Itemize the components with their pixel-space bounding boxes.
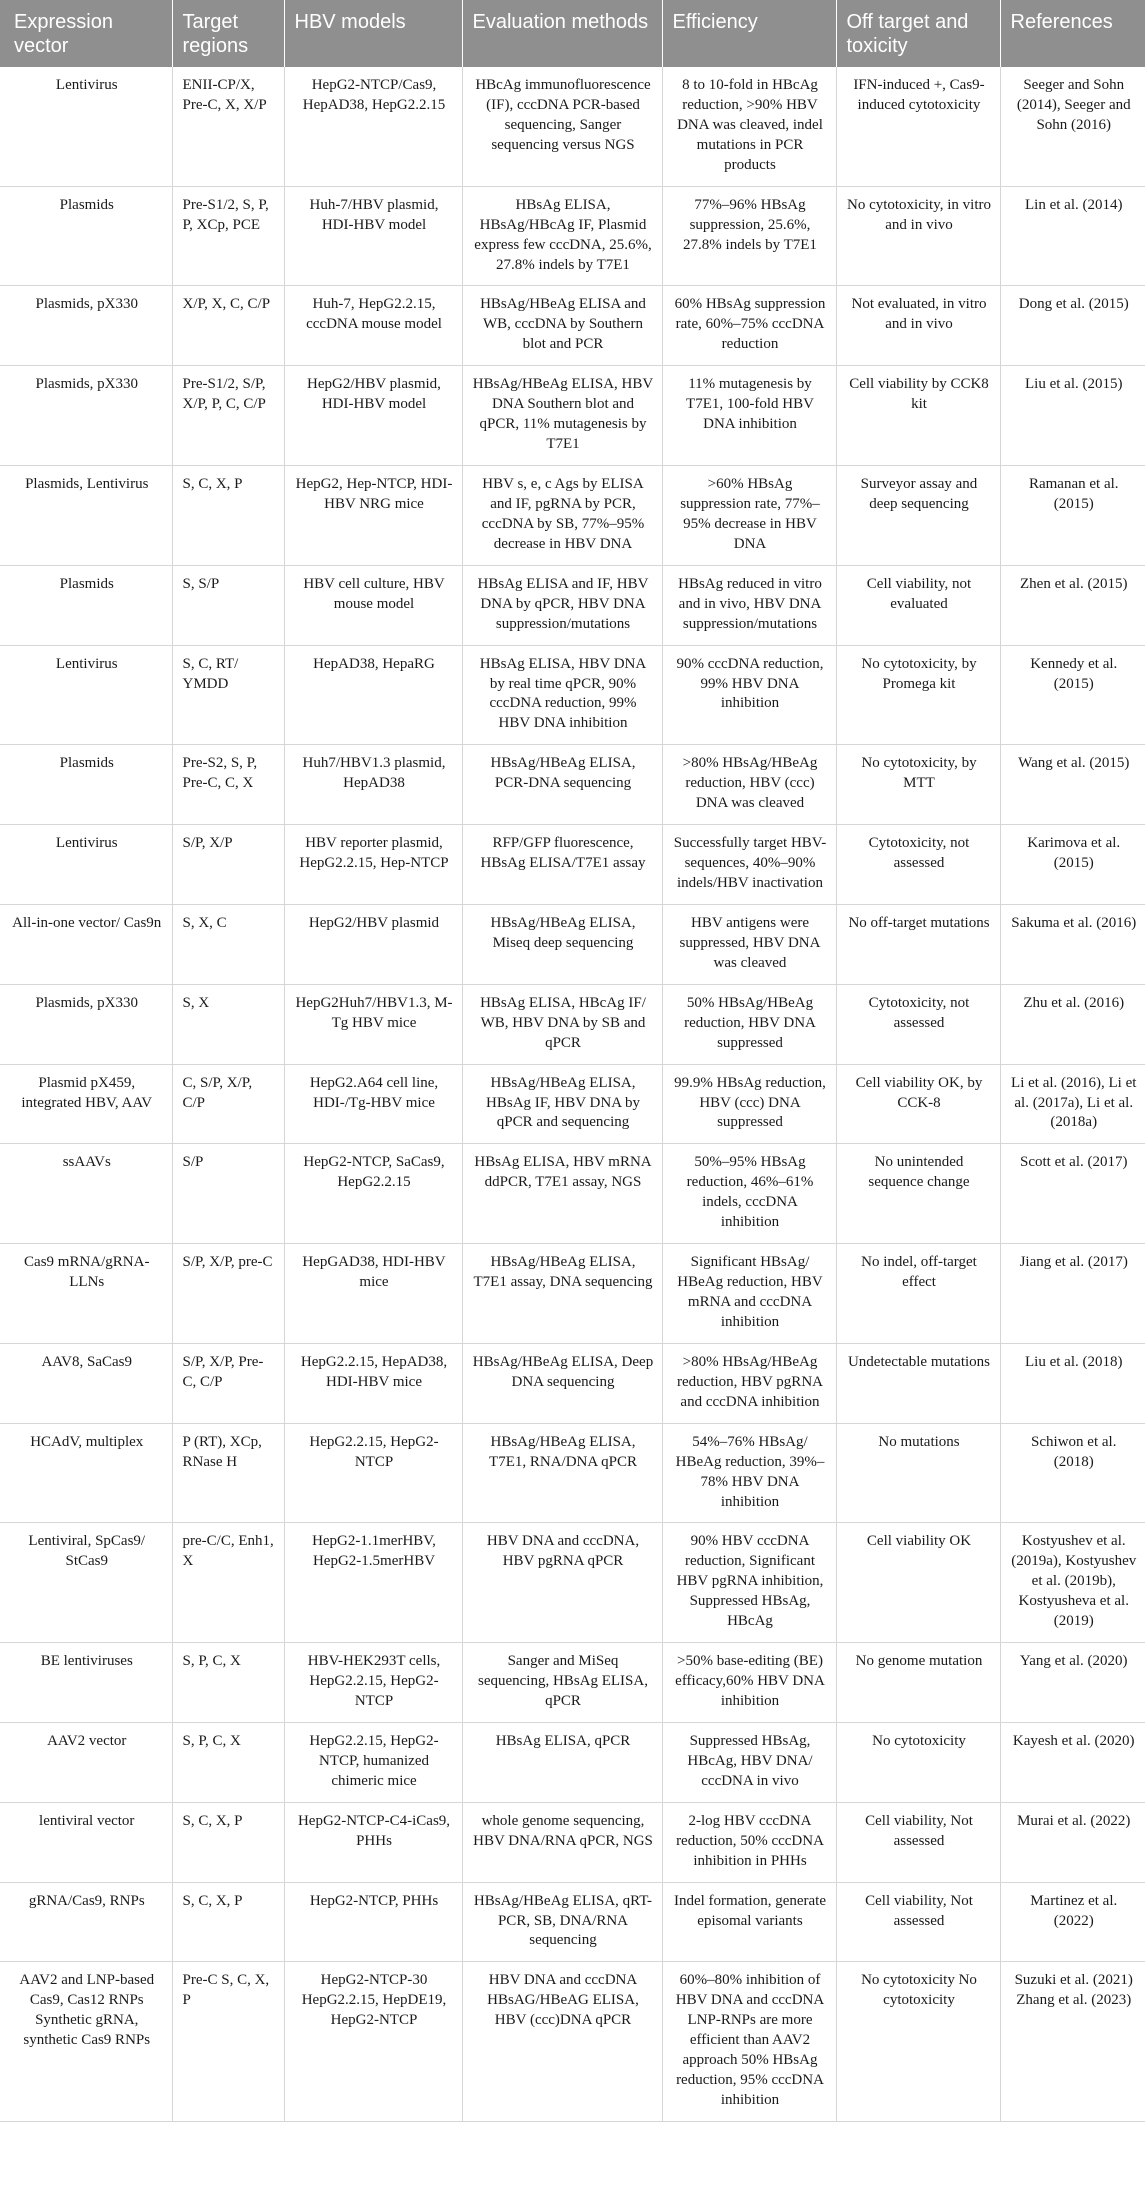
table-row — [0, 645, 1145, 745]
table-row — [0, 745, 1145, 825]
table-row — [0, 186, 1145, 286]
cell-target-regions: Pre-C S, C, X, P — [172, 1962, 284, 2122]
cell-references: Kayesh et al. (2020) — [1000, 1722, 1145, 1802]
cell-evaluation-methods: HBV s, e, c Ags by ELISA and IF, pgRNA by PCR, cccDNA by SB, 77%–95% decrease in HBV DNA — [462, 466, 662, 566]
table-row — [0, 366, 1145, 466]
cell-evaluation-methods: HBcAg immunofluorescence (IF), cccDNA PCR-based sequencing, Sanger sequencing versus NGS — [462, 67, 662, 186]
cell-target-regions: S, C, X, P — [172, 1882, 284, 1962]
cell-hbv-models: HBV-HEK293T cells, HepG2.2.15, HepG2-NTCP — [284, 1643, 462, 1723]
cell-hbv-models: HepG2-NTCP, PHHs — [284, 1882, 462, 1962]
cell-efficiency: 60%–80% inhibition of HBV DNA and cccDNA LNP-RNPs are more efficient than AAV2 approach 50% HBsAg reduction, 95% cccDNA inhibition — [662, 1962, 836, 2122]
table-row — [0, 984, 1145, 1064]
cell-expression-vector: Plasmids, Lentivirus — [0, 466, 172, 566]
cell-efficiency: HBV antigens were suppressed, HBV DNA was cleaved — [662, 904, 836, 984]
cell-references: Zhu et al. (2016) — [1000, 984, 1145, 1064]
cell-expression-vector: Plasmids — [0, 745, 172, 825]
cell-hbv-models: HepG2.2.15, HepG2-NTCP — [284, 1423, 462, 1523]
cell-expression-vector: gRNA/Cas9, RNPs — [0, 1882, 172, 1962]
cell-expression-vector: ssAAVs — [0, 1144, 172, 1244]
cell-off-target-toxicity: No unintended sequence change — [836, 1144, 1000, 1244]
cell-references: Martinez et al. (2022) — [1000, 1882, 1145, 1962]
cell-hbv-models: HepG2-1.1merHBV, HepG2-1.5merHBV — [284, 1523, 462, 1643]
cell-references: Dong et al. (2015) — [1000, 286, 1145, 366]
table-row — [0, 1962, 1145, 2122]
cell-references: Liu et al. (2015) — [1000, 366, 1145, 466]
cell-target-regions: S, C, X, P — [172, 466, 284, 566]
cell-evaluation-methods: HBV DNA and cccDNA HBsAG/HBeAG ELISA, HBV (ccc)DNA qPCR — [462, 1962, 662, 2122]
cell-references: Yang et al. (2020) — [1000, 1643, 1145, 1723]
cell-efficiency: 50% HBsAg/HBeAg reduction, HBV DNA suppressed — [662, 984, 836, 1064]
cell-off-target-toxicity: Cell viability OK, by CCK-8 — [836, 1064, 1000, 1144]
cell-off-target-toxicity: Cell viability, not evaluated — [836, 565, 1000, 645]
cell-expression-vector: Plasmids — [0, 565, 172, 645]
cell-hbv-models: HepG2Huh7/HBV1.3, M-Tg HBV mice — [284, 984, 462, 1064]
cell-hbv-models: Huh7/HBV1.3 plasmid, HepAD38 — [284, 745, 462, 825]
cell-expression-vector: BE lentiviruses — [0, 1643, 172, 1723]
cell-references: Liu et al. (2018) — [1000, 1343, 1145, 1423]
cell-hbv-models: HepG2, Hep-NTCP, HDI-HBV NRG mice — [284, 466, 462, 566]
table-row — [0, 1423, 1145, 1523]
cell-expression-vector: Lentiviral, SpCas9/ StCas9 — [0, 1523, 172, 1643]
header-row — [0, 0, 1145, 67]
cell-off-target-toxicity: Cell viability, Not assessed — [836, 1882, 1000, 1962]
cell-target-regions: S/P — [172, 1144, 284, 1244]
cell-target-regions: S, S/P — [172, 565, 284, 645]
cell-expression-vector: AAV2 and LNP-based Cas9, Cas12 RNPs Synthetic gRNA, synthetic Cas9 RNPs — [0, 1962, 172, 2122]
table-row — [0, 1244, 1145, 1344]
cell-efficiency: 90% cccDNA reduction, 99% HBV DNA inhibition — [662, 645, 836, 745]
cell-references: Kostyushev et al. (2019a), Kostyushev et al. (2019b), Kostyusheva et al. (2019) — [1000, 1523, 1145, 1643]
cell-off-target-toxicity: No off-target mutations — [836, 904, 1000, 984]
cell-off-target-toxicity: Cell viability, Not assessed — [836, 1802, 1000, 1882]
cell-references: Suzuki et al. (2021) Zhang et al. (2023) — [1000, 1962, 1145, 2122]
cell-references: Sakuma et al. (2016) — [1000, 904, 1145, 984]
cell-efficiency: 60% HBsAg suppression rate, 60%–75% cccDNA reduction — [662, 286, 836, 366]
cell-expression-vector: Plasmids, pX330 — [0, 984, 172, 1064]
cell-evaluation-methods: HBsAg/HBeAg ELISA, Miseq deep sequencing — [462, 904, 662, 984]
cell-evaluation-methods: HBsAg/HBeAg ELISA, HBV DNA Southern blot and qPCR, 11% mutagenesis by T7E1 — [462, 366, 662, 466]
cell-off-target-toxicity: Surveyor assay and deep sequencing — [836, 466, 1000, 566]
cell-hbv-models: HepG2/HBV plasmid — [284, 904, 462, 984]
cell-expression-vector: Plasmids, pX330 — [0, 366, 172, 466]
cell-target-regions: S, C, X, P — [172, 1802, 284, 1882]
cell-off-target-toxicity: No genome mutation — [836, 1643, 1000, 1723]
cell-evaluation-methods: HBsAg/HBeAg ELISA, T7E1, RNA/DNA qPCR — [462, 1423, 662, 1523]
header-off-target-toxicity: Off target and toxicity — [836, 0, 1000, 67]
cell-evaluation-methods: HBsAg/HBeAg ELISA, T7E1 assay, DNA sequencing — [462, 1244, 662, 1344]
cell-evaluation-methods: HBsAg/HBeAg ELISA, PCR-DNA sequencing — [462, 745, 662, 825]
cell-off-target-toxicity: No cytotoxicity, in vitro and in vivo — [836, 186, 1000, 286]
cell-references: Schiwon et al. (2018) — [1000, 1423, 1145, 1523]
cell-hbv-models: HepG2/HBV plasmid, HDI-HBV model — [284, 366, 462, 466]
cell-expression-vector: Lentivirus — [0, 825, 172, 905]
table-row — [0, 1064, 1145, 1144]
cell-target-regions: X/P, X, C, C/P — [172, 286, 284, 366]
table-row — [0, 286, 1145, 366]
cell-off-target-toxicity: IFN-induced +, Cas9-induced cytotoxicity — [836, 67, 1000, 186]
cell-expression-vector: HCAdV, multiplex — [0, 1423, 172, 1523]
cell-hbv-models: HepG2-NTCP/Cas9, HepAD38, HepG2.2.15 — [284, 67, 462, 186]
cell-hbv-models: HepG2.A64 cell line, HDI-/Tg-HBV mice — [284, 1064, 462, 1144]
cell-target-regions: Pre-S1/2, S, P, P, XCp, PCE — [172, 186, 284, 286]
cell-evaluation-methods: HBsAg/HBeAg ELISA, Deep DNA sequencing — [462, 1343, 662, 1423]
cell-efficiency: 54%–76% HBsAg/ HBeAg reduction, 39%–78% HBV DNA inhibition — [662, 1423, 836, 1523]
cell-efficiency: >80% HBsAg/HBeAg reduction, HBV (ccc) DNA was cleaved — [662, 745, 836, 825]
cell-target-regions: Pre-S2, S, P, Pre-C, C, X — [172, 745, 284, 825]
cell-efficiency: >50% base-editing (BE) efficacy,60% HBV DNA inhibition — [662, 1643, 836, 1723]
cell-references: Karimova et al. (2015) — [1000, 825, 1145, 905]
header-hbv-models: HBV models — [284, 0, 462, 67]
cell-hbv-models: HepG2-NTCP-30 HepG2.2.15, HepDE19, HepG2-NTCP — [284, 1962, 462, 2122]
cell-efficiency: Suppressed HBsAg, HBcAg, HBV DNA/ cccDNA in vivo — [662, 1722, 836, 1802]
cell-target-regions: S/P, X/P — [172, 825, 284, 905]
table-row — [0, 67, 1145, 186]
cell-evaluation-methods: HBV DNA and cccDNA, HBV pgRNA qPCR — [462, 1523, 662, 1643]
cell-efficiency: 11% mutagenesis by T7E1, 100-fold HBV DNA inhibition — [662, 366, 836, 466]
cell-hbv-models: HepGAD38, HDI-HBV mice — [284, 1244, 462, 1344]
table-row — [0, 1882, 1145, 1962]
cell-evaluation-methods: HBsAg/HBeAg ELISA, qRT-PCR, SB, DNA/RNA sequencing — [462, 1882, 662, 1962]
cell-efficiency: 99.9% HBsAg reduction, HBV (ccc) DNA suppressed — [662, 1064, 836, 1144]
header-efficiency: Efficiency — [662, 0, 836, 67]
cell-references: Li et al. (2016), Li et al. (2017a), Li et al. (2018a) — [1000, 1064, 1145, 1144]
cell-expression-vector: AAV2 vector — [0, 1722, 172, 1802]
cell-references: Seeger and Sohn (2014), Seeger and Sohn (2016) — [1000, 67, 1145, 186]
cell-references: Scott et al. (2017) — [1000, 1144, 1145, 1244]
cell-efficiency: 77%–96% HBsAg suppression, 25.6%, 27.8% indels by T7E1 — [662, 186, 836, 286]
table-row — [0, 565, 1145, 645]
cell-expression-vector: Lentivirus — [0, 645, 172, 745]
cell-evaluation-methods: whole genome sequencing, HBV DNA/RNA qPCR, NGS — [462, 1802, 662, 1882]
cell-evaluation-methods: HBsAg ELISA, qPCR — [462, 1722, 662, 1802]
cell-off-target-toxicity: Cytotoxicity, not assessed — [836, 984, 1000, 1064]
cell-hbv-models: HepAD38, HepaRG — [284, 645, 462, 745]
table-row — [0, 904, 1145, 984]
cell-target-regions: S, X — [172, 984, 284, 1064]
cell-hbv-models: HepG2.2.15, HepAD38, HDI-HBV mice — [284, 1343, 462, 1423]
cell-off-target-toxicity: No cytotoxicity No cytotoxicity — [836, 1962, 1000, 2122]
cell-references: Lin et al. (2014) — [1000, 186, 1145, 286]
cell-efficiency: Successfully target HBV-sequences, 40%–90% indels/HBV inactivation — [662, 825, 836, 905]
cell-efficiency: >60% HBsAg suppression rate, 77%–95% decrease in HBV DNA — [662, 466, 836, 566]
cell-evaluation-methods: Sanger and MiSeq sequencing, HBsAg ELISA, qPCR — [462, 1643, 662, 1723]
cell-references: Kennedy et al. (2015) — [1000, 645, 1145, 745]
cell-off-target-toxicity: No cytotoxicity — [836, 1722, 1000, 1802]
table-row — [0, 1343, 1145, 1423]
cell-references: Jiang et al. (2017) — [1000, 1244, 1145, 1344]
cell-target-regions: C, S/P, X/P, C/P — [172, 1064, 284, 1144]
header-evaluation-methods: Evaluation methods — [462, 0, 662, 67]
cell-efficiency: 90% HBV cccDNA reduction, Significant HBV pgRNA inhibition, Suppressed HBsAg, HBcAg — [662, 1523, 836, 1643]
cell-expression-vector: All-in-one vector/ Cas9n — [0, 904, 172, 984]
header-expression-vector: Expression vector — [0, 0, 172, 67]
cell-target-regions: S/P, X/P, Pre-C, C/P — [172, 1343, 284, 1423]
cell-off-target-toxicity: No indel, off-target effect — [836, 1244, 1000, 1344]
cell-evaluation-methods: HBsAg/HBeAg ELISA, HBsAg IF, HBV DNA by qPCR and sequencing — [462, 1064, 662, 1144]
cell-efficiency: Indel formation, generate episomal variants — [662, 1882, 836, 1962]
cell-hbv-models: Huh-7/HBV plasmid, HDI-HBV model — [284, 186, 462, 286]
cell-target-regions: S/P, X/P, pre-C — [172, 1244, 284, 1344]
cell-references: Zhen et al. (2015) — [1000, 565, 1145, 645]
cell-efficiency: 2-log HBV cccDNA reduction, 50% cccDNA inhibition in PHHs — [662, 1802, 836, 1882]
cell-expression-vector: lentiviral vector — [0, 1802, 172, 1882]
cell-expression-vector: Cas9 mRNA/gRNA-LLNs — [0, 1244, 172, 1344]
cell-off-target-toxicity: No cytotoxicity, by MTT — [836, 745, 1000, 825]
header-references: References — [1000, 0, 1145, 67]
cell-expression-vector: Plasmid pX459, integrated HBV, AAV — [0, 1064, 172, 1144]
table-header — [0, 0, 1145, 67]
cell-hbv-models: Huh-7, HepG2.2.15, cccDNA mouse model — [284, 286, 462, 366]
cell-references: Murai et al. (2022) — [1000, 1802, 1145, 1882]
cell-off-target-toxicity: Cell viability by CCK8 kit — [836, 366, 1000, 466]
cell-evaluation-methods: HBsAg ELISA, HBsAg/HBcAg IF, Plasmid express few cccDNA, 25.6%, 27.8% indels by T7E1 — [462, 186, 662, 286]
cell-off-target-toxicity: No mutations — [836, 1423, 1000, 1523]
cell-target-regions: S, P, C, X — [172, 1722, 284, 1802]
table-row — [0, 1523, 1145, 1643]
cell-target-regions: P (RT), XCp, RNase H — [172, 1423, 284, 1523]
cell-target-regions: ENII-CP/X, Pre-C, X, X/P — [172, 67, 284, 186]
cell-evaluation-methods: HBsAg ELISA, HBV DNA by real time qPCR, 90% cccDNA reduction, 99% HBV DNA inhibition — [462, 645, 662, 745]
table-row — [0, 1722, 1145, 1802]
cell-target-regions: S, C, RT/ YMDD — [172, 645, 284, 745]
cell-efficiency: 50%–95% HBsAg reduction, 46%–61% indels, cccDNA inhibition — [662, 1144, 836, 1244]
cell-target-regions: S, X, C — [172, 904, 284, 984]
cell-expression-vector: Lentivirus — [0, 67, 172, 186]
cell-target-regions: S, P, C, X — [172, 1643, 284, 1723]
cell-hbv-models: HBV reporter plasmid, HepG2.2.15, Hep-NTCP — [284, 825, 462, 905]
cell-evaluation-methods: RFP/GFP fluorescence, HBsAg ELISA/T7E1 assay — [462, 825, 662, 905]
header-target-regions: Target regions — [172, 0, 284, 67]
cell-evaluation-methods: HBsAg ELISA, HBcAg IF/ WB, HBV DNA by SB and qPCR — [462, 984, 662, 1064]
cell-off-target-toxicity: No cytotoxicity, by Promega kit — [836, 645, 1000, 745]
cell-references: Ramanan et al. (2015) — [1000, 466, 1145, 566]
cell-off-target-toxicity: Cell viability OK — [836, 1523, 1000, 1643]
cell-off-target-toxicity: Undetectable mutations — [836, 1343, 1000, 1423]
cell-hbv-models: HepG2-NTCP-C4-iCas9, PHHs — [284, 1802, 462, 1882]
cell-efficiency: HBsAg reduced in vitro and in vivo, HBV DNA suppression/mutations — [662, 565, 836, 645]
table-row — [0, 1802, 1145, 1882]
cell-hbv-models: HepG2-NTCP, SaCas9, HepG2.2.15 — [284, 1144, 462, 1244]
table-row — [0, 466, 1145, 566]
cell-hbv-models: HBV cell culture, HBV mouse model — [284, 565, 462, 645]
cell-hbv-models: HepG2.2.15, HepG2-NTCP, humanized chimeric mice — [284, 1722, 462, 1802]
cell-evaluation-methods: HBsAg ELISA, HBV mRNA ddPCR, T7E1 assay, NGS — [462, 1144, 662, 1244]
cell-efficiency: 8 to 10-fold in HBcAg reduction, >90% HBV DNA was cleaved, indel mutations in PCR products — [662, 67, 836, 186]
cell-target-regions: Pre-S1/2, S/P, X/P, P, C, C/P — [172, 366, 284, 466]
cell-efficiency: Significant HBsAg/ HBeAg reduction, HBV mRNA and cccDNA inhibition — [662, 1244, 836, 1344]
cell-expression-vector: Plasmids, pX330 — [0, 286, 172, 366]
cell-off-target-toxicity: Not evaluated, in vitro and in vivo — [836, 286, 1000, 366]
cell-efficiency: >80% HBsAg/HBeAg reduction, HBV pgRNA and cccDNA inhibition — [662, 1343, 836, 1423]
table-row — [0, 1144, 1145, 1244]
table-body — [0, 67, 1145, 2121]
table-row — [0, 825, 1145, 905]
table-row — [0, 1643, 1145, 1723]
cell-target-regions: pre-C/C, Enh1, X — [172, 1523, 284, 1643]
cell-expression-vector: Plasmids — [0, 186, 172, 286]
cell-evaluation-methods: HBsAg ELISA and IF, HBV DNA by qPCR, HBV DNA suppression/mutations — [462, 565, 662, 645]
cell-evaluation-methods: HBsAg/HBeAg ELISA and WB, cccDNA by Southern blot and PCR — [462, 286, 662, 366]
cell-expression-vector: AAV8, SaCas9 — [0, 1343, 172, 1423]
cell-references: Wang et al. (2015) — [1000, 745, 1145, 825]
cell-off-target-toxicity: Cytotoxicity, not assessed — [836, 825, 1000, 905]
